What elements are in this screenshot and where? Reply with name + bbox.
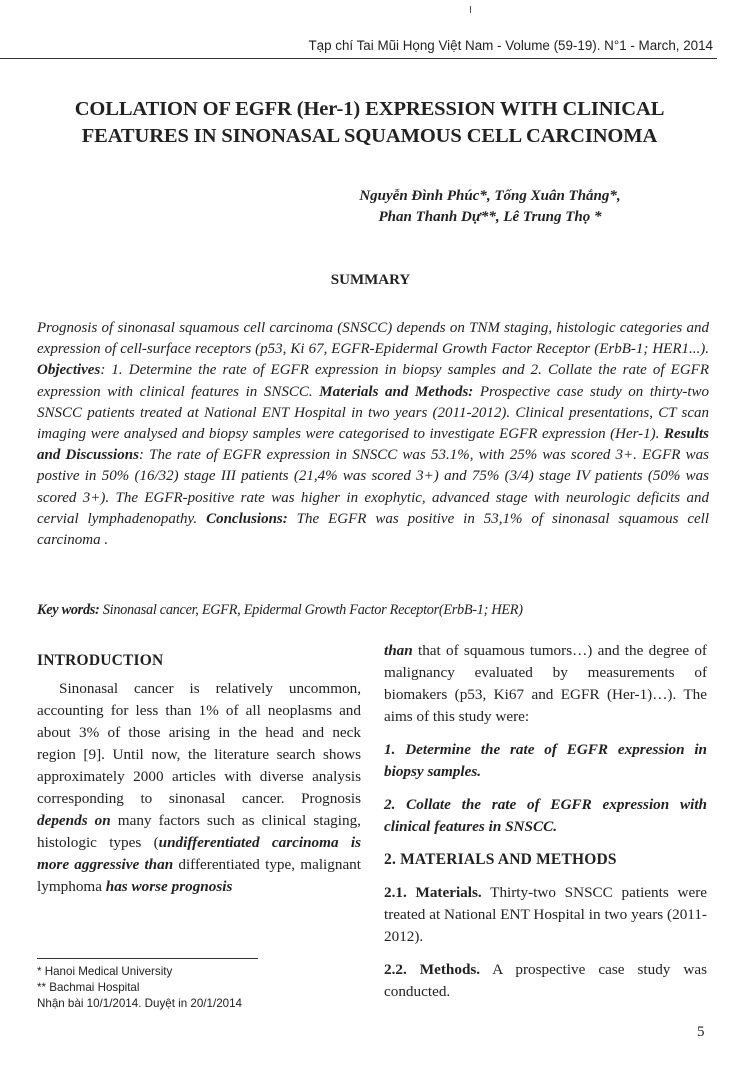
paper-title bbox=[0, 96, 739, 150]
scan-mark bbox=[470, 6, 471, 13]
keywords-label: Key words: bbox=[37, 602, 100, 618]
methods-text: Prospective case study on thirty-two SNSCC patients treated at National ENT Hospital in two years (2011-2012). Clinical presentations, CT scan imaging were analysed and biopsy samples were categorised to investigate EGFR expression (Her-1). bbox=[37, 383, 710, 443]
footnote-affiliation-1: * Hanoi Medical University bbox=[37, 965, 173, 978]
left-column bbox=[37, 650, 361, 898]
methods-label: Materials and Methods: bbox=[319, 383, 474, 400]
materials-paragraph: 2.1. Materials. Thirty-two SNSCC patients were treated at National ENT Hospital in two years (2011-2012). bbox=[384, 884, 707, 945]
aim-1: 1. Determine the rate of EGFR expression in biopsy samples. bbox=[384, 741, 707, 780]
page-number: 5 bbox=[697, 1024, 705, 1040]
methods-paragraph: 2.2. Methods. A prospective case study was conducted. bbox=[384, 961, 708, 1000]
results-label: Results and Discussions bbox=[37, 426, 709, 464]
conclusions-text: The EGFR was positive in 53,1% of sinonasal squamous cell carcinoma . bbox=[37, 510, 709, 549]
keywords bbox=[37, 602, 709, 619]
footnote-dates: Nhận bài 10/1/2014. Duyệt in 20/1/2014 bbox=[37, 997, 242, 1010]
title-line-1: COLLATION OF EGFR (Her-1) EXPRESSION WITH CLINICAL bbox=[74, 98, 665, 120]
results-text: : The rate of EGFR expression in SNSCC was 53.1%, with 25% was scored 3+. EGFR was postive in 50% (16/32) stage III patients (21,4% was scored 3+) and 75% (3/4) stage IV patients (50% was scored 3+). The EGFR-positive rate was higher in exophytic, advanced stage with neurologic deficits and cervial lymphadenopathy. bbox=[37, 447, 709, 527]
materials-methods-heading: 2. MATERIALS AND METHODS bbox=[384, 851, 617, 868]
footnote-affiliation-2: ** Bachmai Hospital bbox=[37, 981, 140, 994]
conclusions-label: Conclusions: bbox=[206, 510, 288, 527]
abstract-intro: Prognosis of sinonasal squamous cell carcinoma (SNSCC) depends on TNM staging, histologic categories and expression of cell-surface receptors (p53, Ki 67, EGFR-Epidermal Growth Factor Receptor (ErbB-1; HER1...). bbox=[37, 320, 709, 358]
introduction-paragraph: Sinonasal cancer is relatively uncommon, accounting for less than 1% of all neoplasms and about 3% of those arising in the head and neck region [9]. Until now, the literature search shows approximately 2000 articles with diverse analysis corresponding to sinonasal cancer. Prognosis depends on many factors such as clinical staging, histologic types (undifferentiated carcinoma is more aggressive than differentiated type, malignant lymphoma has worse prognosis bbox=[37, 680, 361, 895]
objectives-label: Objectives bbox=[37, 362, 101, 379]
summary-heading: SUMMARY bbox=[330, 272, 411, 288]
footnote-rule bbox=[37, 958, 258, 959]
authors-line-2: Phan Thanh Dự**, Lê Trung Thọ * bbox=[378, 209, 602, 225]
authors-line-1: Nguyễn Đình Phúc*, Tống Xuân Thắng*, bbox=[359, 188, 621, 204]
right-column bbox=[384, 640, 707, 1003]
footnotes bbox=[37, 964, 357, 1012]
aim-2: 2. Collate the rate of EGFR expression with clinical features in SNSCC. bbox=[384, 796, 707, 835]
objectives-text: : 1. Determine the rate of EGFR expression in biopsy samples and 2. Collate the rate of EGFR expression with clinical features in SNSCC. bbox=[37, 362, 709, 400]
title-line-2: FEATURES IN SINONASAL SQUAMOUS CELL CARCINOMA bbox=[81, 125, 658, 147]
introduction-heading: INTRODUCTION bbox=[37, 652, 164, 669]
abstract bbox=[37, 318, 709, 551]
introduction-continued: than that of squamous tumors…) and the degree of malignancy evaluated by measurements of biomakers (p53, Ki67 and EGFR (Her-1)…). The aims of this study were: bbox=[384, 642, 707, 725]
author-list bbox=[300, 186, 680, 228]
running-head: Tạp chí Tai Mũi Họng Việt Nam - Volume (59-19). N°1 - March, 2014 bbox=[308, 38, 713, 53]
keywords-text: Sinonasal cancer, EGFR, Epidermal Growth Factor Receptor(ErbB-1; HER) bbox=[99, 602, 523, 618]
header-rule bbox=[0, 58, 717, 59]
